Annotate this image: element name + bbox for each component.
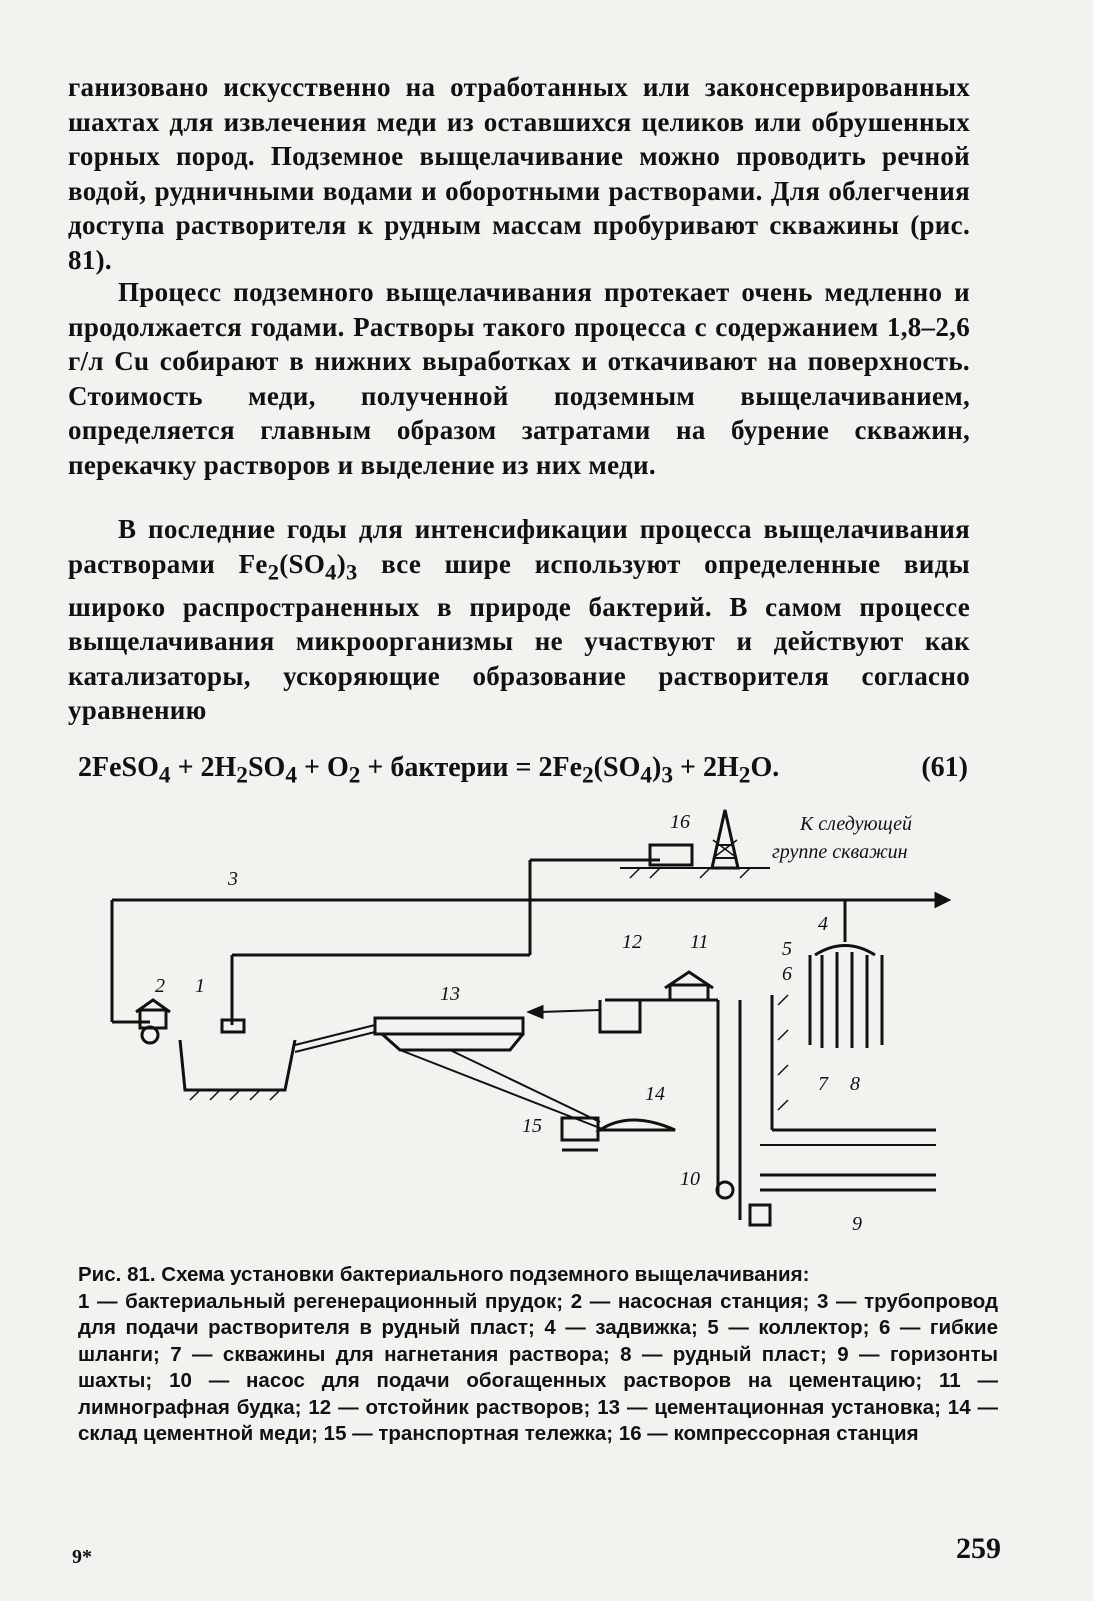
label-14: 14 bbox=[645, 1083, 665, 1105]
signature-mark: 9* bbox=[72, 1546, 92, 1568]
page-number: 259 bbox=[956, 1532, 1001, 1565]
label-13: 13 bbox=[440, 983, 460, 1005]
collector-5 bbox=[815, 946, 875, 956]
pump-station bbox=[140, 1010, 166, 1028]
regeneration-pond bbox=[180, 1040, 295, 1090]
label-2: 2 bbox=[155, 975, 165, 997]
caption-title: Рис. 81. Схема установки бактериального подземного выщелачивания: bbox=[78, 1263, 810, 1286]
paragraph-1 bbox=[68, 70, 970, 278]
copper-warehouse bbox=[600, 1120, 675, 1130]
label-3: 3 bbox=[228, 868, 238, 890]
label-11: 11 bbox=[690, 931, 709, 953]
label-7: 7 bbox=[818, 1073, 828, 1095]
limnograph-booth bbox=[670, 985, 708, 1000]
formula-fe2so43: $Fe_2(SO_4)_3$ bbox=[238, 548, 358, 584]
paragraph-1-text: ганизовано искусственно на отработанных или законсервированных шахтах для извлечения меди из оставшихся целиков или обрушенных горных пород. Подземное выщелачивание можно проводить речной водой, рудничными водами и оборотными растворами. Для облегчения доступа растворителя к рудным массам пробуривают скважины (рис. 81). bbox=[68, 72, 970, 275]
label-16: 16 bbox=[670, 811, 690, 833]
compressor-station bbox=[650, 845, 692, 865]
label-4: 4 bbox=[818, 913, 828, 935]
label-12: 12 bbox=[622, 931, 642, 953]
equation-expression: 2FeSO$_4$ + $2H_2SO_4 + O_2$ + бактерии = $2Fe_2(SO_4)_3 + 2H_2O$. bbox=[78, 752, 780, 789]
paragraph-3-after: все шире используют определенные виды широко распространенных в природе бактерий. В самом процессе выщелачивания микроорганизмы не участвуют и действуют как катализаторы, ускоряющие образование растворителя согласно уравнению bbox=[68, 548, 970, 726]
pipeline-arrow bbox=[936, 894, 948, 906]
caption-legend: 1 — бактериальный регенерационный прудок; 2 — насосная станция; 3 — трубопровод для подачи растворителя в рудный пласт; 4 — задвижка; 5 — коллектор; 6 — гибкие шланги; 7 — скважины для нагнетания раствора; 8 — рудный пласт; 9 — горизонты шахты; 10 — насос для подачи обогащенных растворов на цементацию; 11 — лимнографная будка; 12 — отстойник растворов; 13 — цементационная установка; 14 — склад цементной меди; 15 — транспортная тележка; 16 — компрессорная станция bbox=[78, 1289, 998, 1445]
settling-tank bbox=[600, 1000, 640, 1032]
label-10: 10 bbox=[680, 1168, 700, 1190]
cementation-unit bbox=[375, 1018, 523, 1034]
label-6: 6 bbox=[782, 963, 792, 985]
figure-caption bbox=[78, 1262, 998, 1448]
label-1: 1 bbox=[195, 975, 205, 997]
drill-tower bbox=[712, 810, 738, 868]
paragraph-3-text bbox=[68, 512, 970, 728]
figure-81-diagram bbox=[100, 800, 960, 1260]
label-15: 15 bbox=[522, 1115, 542, 1137]
note-line-2: группе скважин bbox=[772, 841, 908, 863]
equation-number: (61) bbox=[921, 752, 968, 783]
paragraph-3-before: В последние годы для интенсификации процесса выщелачивания растворами bbox=[68, 514, 970, 579]
paragraph-2-text: Процесс подземного выщелачивания протекает очень медленно и продолжается годами. Растворы такого процесса с содержанием 1,8–2,6 г/л Cu собирают в нижних выработках и откачивают на поверхность. Стоимость меди, полученной подземным выщелачиванием, определяется главным образом затратами на бурение скважин, перекачку растворов и выделение из них меди. bbox=[68, 277, 970, 480]
label-8: 8 bbox=[850, 1073, 860, 1095]
paragraph-3 bbox=[68, 512, 970, 728]
label-9: 9 bbox=[852, 1213, 862, 1235]
label-5: 5 bbox=[782, 938, 792, 960]
paragraph-2 bbox=[68, 275, 970, 483]
equation-61 bbox=[78, 752, 968, 790]
note-line-1: К следующей bbox=[800, 813, 913, 835]
